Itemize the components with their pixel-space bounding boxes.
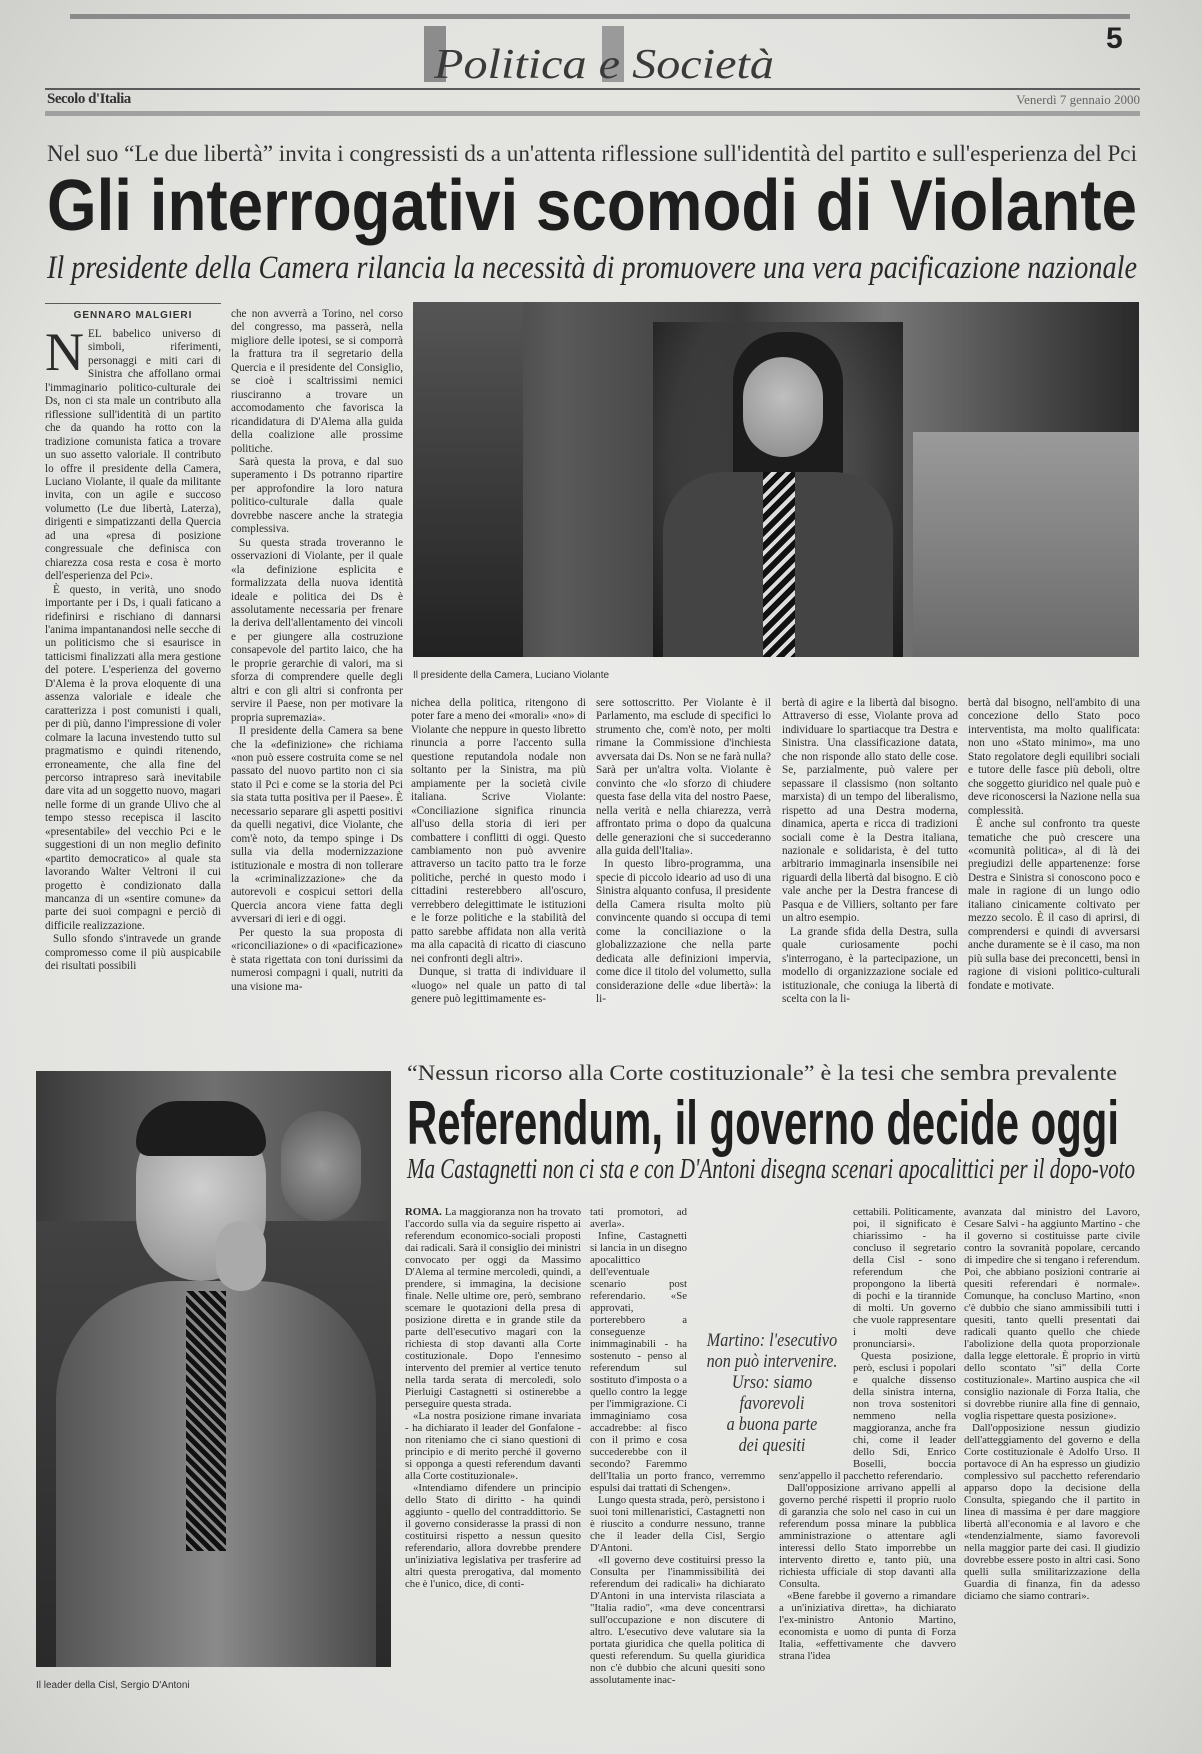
paragraph: avanzata dal ministro del Lavoro, Cesare Salvi - ha aggiunto Martino - che il governo si costituisse parte civile contro la sovranità popolare, cercando di impedire che si tengano i referendum. Poi, che abbiano posizioni contrarie ai quesiti referendari è normale». Comunque, ha concluso Martino, «non c'è dubbio che siano ammissibili tutti i quesiti, tanto quelli presentati dai radicali quanto quello che chiede l'abolizione della quota proporzionale dalla legge elettorale. È proprio in virtù dello scontato "sì" della Corte costituzionale». Martino auspica che «il consiglio nazionale di Forza Italia, che si dovrebbe riunire alla fine di gennaio, voglia rispettare questa posizione». (964, 1206, 1140, 1422)
paragraph: Sarà questa la prova, e dal suo superamento i Ds potranno ripartire per approfondire la loro natura politico-culturale dalla quale dovrebbe nascere anche la strategia complessiva. (231, 455, 403, 536)
article2-column-1 (405, 1206, 581, 1702)
paragraph: «Intendiamo difendere un principio dello Stato di diritto - ha quindi aggiunto - quello del contraddittorio. Se il governo considerasse la prassi di non costituirsi rispetto a nessun quesito referendario, allora dovrebbe prendere un'iniziativa legislativa per trasferire ad altri questa prerogativa, dal momento che è l'unico, dice, di conti- (405, 1482, 581, 1590)
paragraph: bertà di agire e la libertà dal bisogno. Attraverso di esse, Violante prova ad individuare lo spartiacque tra Destra e Sinistra. Una classificazione datata, che non risponde allo stato delle cose. Se, parzialmente, può valere per sepassare il classismo (non soltanto marxista) di un tempo del liberalismo, rispetto ad una Destra moderna, dinamica, aperta e ricca di tradizioni sociali come è la Destra italiana, nazionale e solidarista, è del tutto arbitrario immaginarla insensibile nei riguardi della libertà dal bisogno. E ciò vale anche per la Destra francese di Pasqua e de Villiers, soltanto per fare un altro esempio. (782, 697, 958, 925)
paragraph: tati promotori, ad averla». (590, 1206, 687, 1230)
pull-quote-line: a buona parte (726, 1414, 818, 1435)
dateline: ROMA. (405, 1206, 442, 1218)
paragraph: È anche sul confronto tra queste tematiche che può crescere una «comunità politica», al di là dei pregiudizi delle appartenenze: forse Destra e Sinistra si conoscono poco e male in ragione di un lungo odio italiano cinicamente coltivato per mezzo secolo. È il caso di aprirsi, di comprendersi e quindi di avversarsi anche duramente se è il caso, ma non più sulla base dei preconcetti, bensì in ragione di visioni politico-culturali fondate e motivate. (968, 818, 1140, 992)
paragraph: Su questa strada troveranno le osservazioni di Violante, per il quale «la definizione esplicita e formalizzata della nuova identità ideale e politica dei Ds è assolutamente necessaria per frenare la deriva dell'allentamento dei vincoli e per giungere alla costruzione consapevole del partito laico, che ha le proprie gerarchie di valori, ma si sforza di comprendere quelle degli altri e con gli altri si confronta per servire il Paese, non per motivare la propria supremazia». (231, 536, 403, 724)
article1-column-5 (782, 697, 958, 1057)
article1-column-1 (45, 322, 221, 1086)
byline-rule (45, 303, 221, 304)
pull-quote (699, 1330, 845, 1456)
byline: GENNARO MALGIERI (73, 310, 193, 321)
drop-cap: N (45, 322, 84, 382)
pull-quote-line: dei quesiti (738, 1435, 806, 1456)
paragraph: Infine, Castagnetti si lancia in un disegno apocalittico dell'eventuale scenario post referendario. «Se approvati, porterebbero a conseguenze inimmaginabili - ha sostenuto - penso al referendum sul sostituto d'imposta o a quello contro la legge per l'immigrazione. Ci immaginiamo cosa accadrebbe: al fisco con il primo e cosa succederebbe con il secondo? Faremmo dell'Italia un porto franco, verremmo espulsi dai trattati di Schengen». (590, 1230, 765, 1494)
pull-quote-line: non può intervenire. (706, 1351, 838, 1372)
paragraph: In questo libro-programma, una specie di piccolo ideario ad uso di una Sinistra alquanto confusa, il presidente della Camera risulta molto più convincente quando si occupa di temi come la conciliazione o la globalizzazione che nella parte dedicata alle definizioni impervia, come dice il titolo del volumetto, sulla considerazione delle «due libertà»: la li- (596, 858, 771, 1005)
article1-column-4 (596, 697, 771, 1069)
article1-kicker (45, 138, 1140, 168)
pull-quote-line: Urso: siamo (731, 1372, 813, 1393)
svg-text:Referendum, il governo decide: Referendum, il governo decide oggi (407, 1089, 1119, 1158)
paragraph: Dall'opposizione arrivano appelli al governo perché rispetti il proprio ruolo di garanzia che solo nel caso in cui un referendum possa minare la pubblica amministrazione o attentare agli interessi dello Stato imporrebbe un intervento diretto e, tanto più, una richiesta ufficiale di stop davanti alla Consulta. (779, 1482, 956, 1590)
paragraph: Lungo questa strada, però, persistono i suoi toni millenaristici, Castagnetti non è riuscito a condurre nessuno, tranne che il leader della Cisl, Sergio D'Antoni. (590, 1494, 766, 1554)
paragraph: bertà dal bisogno, nell'ambito di una concezione dello Stato poco interventista, ma molto qualificata: non uno «Stato minimo», ma uno Stato regolatore degli equilibri sociali e tutore delle fasce più deboli, oltre che soggetto giuridico nel quale può e deve riconoscersi la Nazione nella sua complessità. (968, 697, 1140, 817)
svg-text:Politica e Società: Politica e Società (432, 42, 774, 88)
paragraph: Dall'opposizione nessun giudizio dell'atteggiamento del governo e della Corte costituzionale è Adolfo Urso. Il portavoce di An ha espresso un giudizio complessivo sul pacchetto referendario apparso dopo la decisione della Consulta, spiegando che il partito in linea di massima è per dare maggiore libertà all'economia e al lavoro e che «tendenzialmente, siamo favorevoli nella maggior parte dei casi. Il giudizio dovrebbe essere posto in altri casi. Sono quelli sulla smilitarizzazione della Guardia di finanza, fin da adesso diciamo che siamo contrari». (964, 1422, 1140, 1602)
paragraph: EL babelico universo di simboli, riferimenti, personaggi e miti cari di Sinistra che affollano ormai l'immaginario politico-culturale dei Ds, non ci sta male un contributo alla riflessione sull'identità di un partito che da quando ha rotto con la tradizione comunista fatica a trovare un suo assetto valoriale. Il contributo lo offre il presidente della Camera, Luciano Violante, il quale da militante invita, con un agile e succoso volumetto (Le due libertà, Laterza), dirigenti e simpatizzanti della Quercia ad una «presa di posizione congressuale che definisca con chiarezza cosa resta e cosa è morto dell'esperienza del Pci». (45, 328, 221, 583)
svg-text:“Nessun ricorso alla Corte cos: “Nessun ricorso alla Corte costituzionale” è la tesi che sembra prevalente (407, 1060, 1117, 1085)
article2-headline (405, 1088, 1140, 1158)
section-title (420, 18, 800, 86)
article2-column-4 (964, 1206, 1140, 1702)
header-bottom-rule (45, 111, 1140, 116)
paragraph: Sullo sfondo s'intravede un grande compromesso come il più auspicabile dei risultati possibili (45, 933, 221, 973)
article2-deck (405, 1150, 1140, 1186)
photo-caption: Il leader della Cisl, Sergio D'Antoni (36, 1680, 190, 1691)
paragraph: nichea della politica, ritengono di poter fare a meno dei «morali» «no» di Violante che neppure in questo libretto rinuncia a porre l'accento sulla questione reputandola nodale non soltanto per la Sinistra, ma più ampiamente per la società civile italiana. Scrive Violante: «Conciliazione significa rinuncia all'uso della storia di ieri per combattere i conflitti di oggi. Questo cambiamento non può avvenire attraverso un tacito patto tra le forze politiche, perché in questo modo i cittadini resterebbero all'oscuro, verrebbero delegittimate le istituzioni e le forze politiche e la stabilità del patto sarebbe affidata non alla verità ma alla capacità di ricatto di ciascuno nei confronti degli altri». (411, 697, 586, 965)
article1-column-3 (411, 697, 586, 1069)
issue-date: Venerdì 7 gennaio 2000 (1016, 92, 1140, 107)
paragraph: che non avverrà a Torino, nel corso del congresso, ma passerà, nella migliore delle ipotesi, se si comporrà la frattura tra il segretario della Quercia e il presidente del Consiglio, se cioè i scaltrissimi nemici riusciranno a trovare un accomodamento che favorisca la ricandidatura di D'Alema alla guida della coalizione alle prossime politiche. (231, 308, 403, 455)
paragraph: cettabili. Politicamente, poi, il significato è chiarissimo - ha concluso il segretario della Cisl - sono referendum che propongono la libertà di pochi e la tirannide di molti. Un governo che vuole rappresentare i molti deve pronunciarsi». (853, 1206, 956, 1350)
pull-quote-line: Martino: l'esecutivo (706, 1330, 838, 1351)
paragraph: sere sottoscritto. Per Violante è il Parlamento, ma esclude di specifici lo strumento che, com'è noto, per molti rimane la Commissione d'inchiesta avversata dai Ds. Non se ne farà nulla? Sarà per un'altra volta. Violante è convinto che «lo sforzo di chiudere questa fase della vita del nostro Paese, nella verità e nella chiarezza, verrà affrontato prima o dopo da qualcuna delle generazioni che si succederanno alla guida dell'Italia». (596, 697, 771, 857)
svg-text:Ma Castagnetti non ci sta e co: Ma Castagnetti non ci sta e con D'Antoni disegna scenari apocalittici per il dopo-voto (406, 1153, 1135, 1185)
svg-text:Nel suo “Le due libertà” invit: Nel suo “Le due libertà” invita i congressisti ds a un'attenta riflessione sull'identità del partito e sull'esperienza del Pci (47, 141, 1137, 166)
pull-quote-line: favorevoli (739, 1393, 805, 1414)
paragraph: Il presidente della Camera sa bene che la «definizione» che richiama «non può essere costruita come se nel passato del nuovo partito non ci sia stato il Pci e come se la storia del Pci sia stata tutta positiva per il Paese». È necessario separare gli aspetti positivi da quelli negativi, dice Violante, che com'è noto, da tempo spinge i Ds sulla via della modernizzazione istituzionale e mostra di non tollerare la «criminalizzazione» che da autorevoli e cospicui settori della Quercia ancora viene fatta degli avversari di ieri e di oggi. (231, 725, 403, 926)
paragraph: «Il governo deve costituirsi presso la Consulta per l'inammissibilità dei referendum dei radicali» ha dichiarato D'Antoni in una intervista rilasciata a "Italia radio", «ma deve concentrarsi sull'occupazione e non discutere di altro. L'esecutivo deve valutare sia la portata giuridica che quella politica di questi referendum. Su quella giuridica non c'è dubbio che alcuni quesiti sono assolutamente inac- (590, 1554, 765, 1686)
svg-text:Il presidente della Camera ril: Il presidente della Camera rilancia la necessità di promuovere una vera pacificazione nazionale (46, 250, 1137, 286)
article1-column-2 (231, 308, 403, 1086)
paragraph: È questo, in verità, uno snodo importante per i Ds, i quali faticano a ridefinirsi e rischiano di dannarsi l'anima impantanandosi nelle secche di un politicismo che si esaurisce in tatticismi finalizzati alla mera gestione del potere. L'esperienza del governo D'Alema è la prova eloquente di una assenza valoriale e ideale che caratterizza i post comunisti i quali, per di più, danno l'impressione di voler colmare la lacuna investendo tutto sul pragmatismo e quindi ritenendo, erroneamente, che alla fine del percorso intrapreso sarà inevitabile dare vita ad un soggetto nuovo, magari nelle forme di un grande Ulivo che al tempo stesso recepisca il lascito «presentabile» del vecchio Pci e le suggestioni di un non meglio definito «partito democratico» al quale sta lavorando Walter Veltroni il cui progetto è condizionato dalla mancanza di un «sentire comune» da parte dei suoi compagni e perciò di difficile realizzazione. (45, 583, 221, 932)
article1-headline (45, 166, 1140, 246)
paragraph: «Bene farebbe il governo a rimandare a un'iniziativa diretta», ha dichiarato l'ex-ministro Antonio Martino, economista e uomo di punta di Forza Italia, «effettivamente che davvero strana l'idea (779, 1590, 956, 1662)
photo-caption: Il presidente della Camera, Luciano Violante (413, 670, 610, 681)
violante-photo (413, 302, 1139, 657)
paragraph: Dunque, si tratta di individuare il «luogo» nel quale un patto di tal genere può legittimamente es- (411, 966, 586, 1005)
paragraph: Per questo la sua proposta di «riconciliazione» o di «pacificazione» è stata rigettata con toni durissimi da numerosi compagni i quali, nutriti da una visione ma- (231, 926, 403, 993)
svg-text:Gli interrogativi scomodi di V: Gli interrogativi scomodi di Violante (47, 166, 1137, 246)
dantoni-photo (36, 1071, 391, 1667)
article1-column-6 (968, 697, 1140, 1039)
paragraph: «La nostra posizione rimane invariata - ha dichiarato il leader del Gonfalone - non riteniamo che ci siano questioni di principio e di merito perché il governo si opponga a questi referendum davanti alla Corte costituzionale». (405, 1410, 581, 1482)
header-rule (45, 88, 1140, 90)
page-number: 5 (1106, 22, 1123, 55)
article2-kicker (405, 1058, 1140, 1088)
paragraph: La maggioranza non ha trovato l'accordo sulla via da seguire rispetto ai referendum economico-sociali proposti dai radicali. Sarà il consiglio dei ministri convocato per oggi da Massimo D'Alema al termine mercoledì, quindi, a prendere, si immagina, la decisione finale. Nelle ultime ore, però, sembrano scemare le quotazioni della presa di posizione diretta e in grande stile da parte dell'esecutivo magari con la richiesta di stop davanti alla Corte costituzionale. Dopo l'ennesimo intervento del premier al vertice tenuto nella tarda serata di mercoledì, solo Pierluigi Castagnetti si ostinerebbe a perseguire questa strada. (405, 1206, 582, 1410)
paragraph: Questa posizione, però, esclusi i popolari e qualche dissenso della sinistra interna, non trova sostenitori nemmeno nella maggioranza, anche fra chi, come il leader dello Sdi, Enrico Boselli, boccia senz'appello il pacchetto referendario. (779, 1350, 956, 1482)
article1-deck (45, 248, 1140, 288)
newspaper-name: Secolo d'Italia (47, 91, 131, 107)
paragraph: La grande sfida della Destra, sulla quale curiosamente pochi s'interrogano, è la partecipazione, un modello di organizzazione sociale ed istituzionale, che coniuga la libertà di scelta con la li- (782, 925, 958, 1005)
